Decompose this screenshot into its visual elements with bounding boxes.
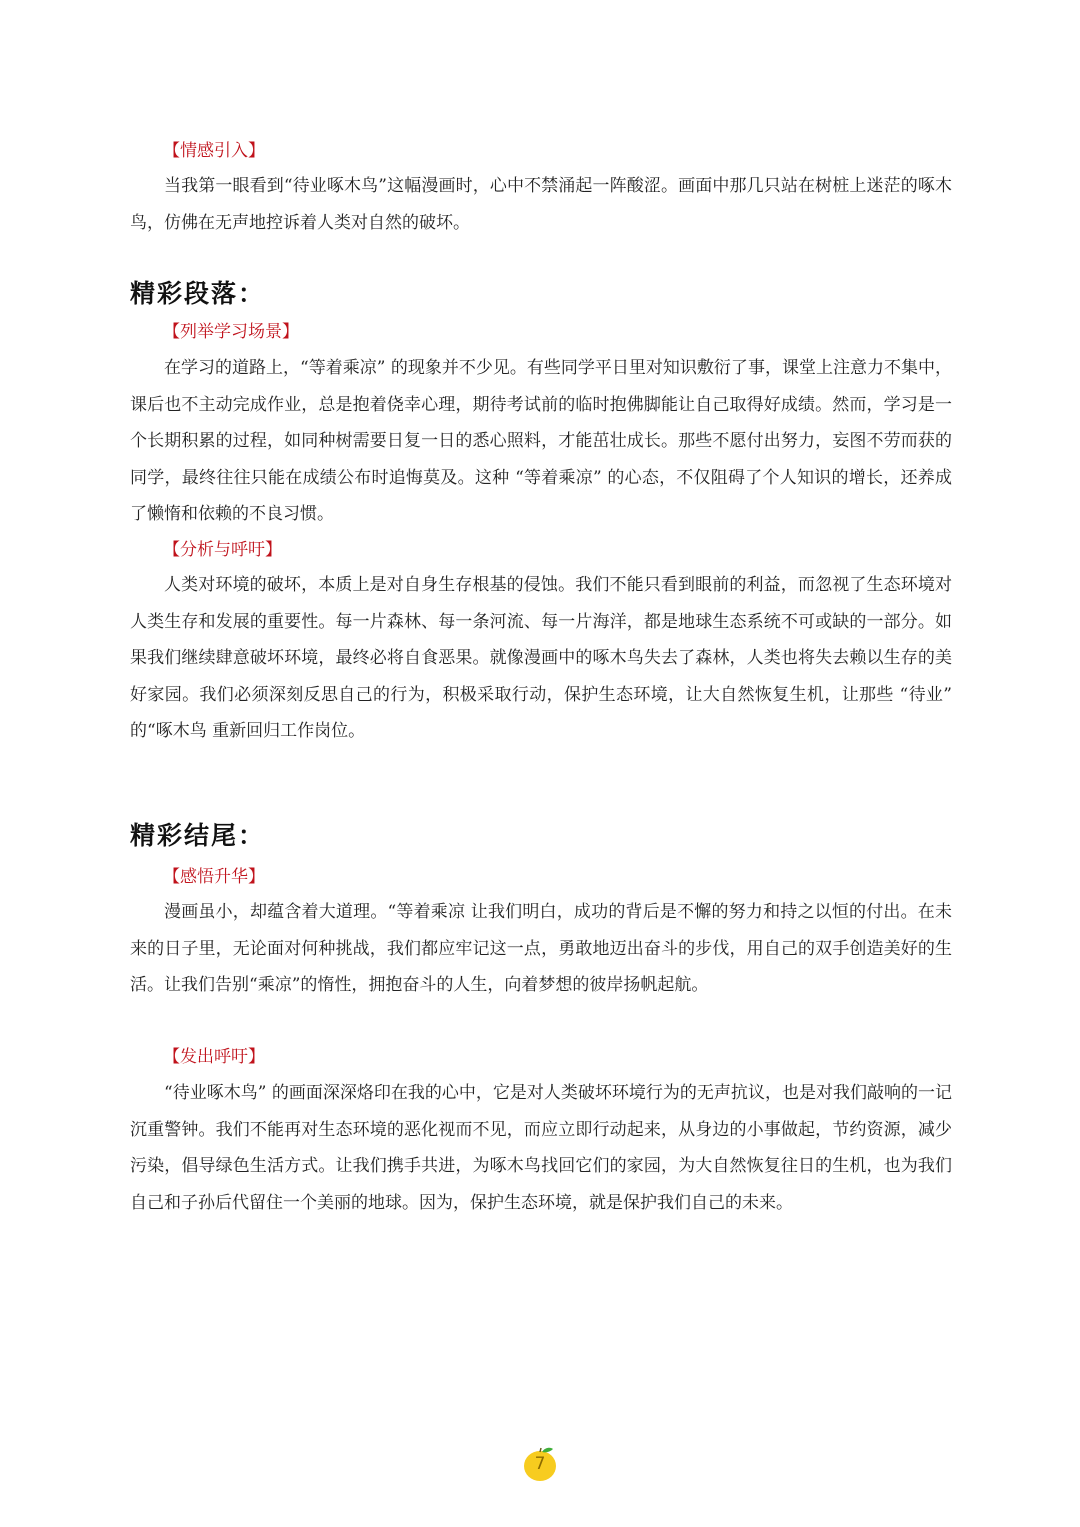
ending-paragraph-appeal: “待业啄木鸟” 的画面深深烙印在我的心中，它是对人类破坏环境行为的无声抗议，也是对我们敲响的一记沉重警钟。我们不能再对生态环境的恶化视而不见，而应立即行动起来，从身边的小事做起，节约资源，减少污染，倡导绿色生活方式。让我们携手共进，为啄木鸟找回它们的家园，为大自然恢复往日的生机，也为我们自己和子孙后代留住一个美丽的地球。因为，保护生态环境，就是保护我们自己的未来。 — [130, 1083, 952, 1213]
ending-paragraph-reflection: 漫画虽小，却蕴含着大道理。“等着乘凉 让我们明白，成功的背后是不懈的努力和持之以恒的付出。在未来的日子里，无论面对何种挑战，我们都应牢记这一点，勇敢地迈出奋斗的步伐，用自己的双手创造美好的生活。让我们告别“乘凉”的惰性，拥抱奋斗的人生，向着梦想的彼岸扬帆起航。 — [130, 902, 952, 996]
intro-paragraph: 当我第一眼看到“待业啄木鸟”这幅漫画时，心中不禁涌起一阵酸涩。画面中那几只站在树桩上迷茫的啄木鸟，仿佛在无声地控诉着人类对自然的破坏。 — [130, 176, 952, 233]
body-paragraph-study-block — [130, 350, 952, 533]
intro-paragraph-block — [130, 168, 952, 241]
page-number-badge — [522, 1446, 558, 1482]
section-heading-body: 精彩段落： — [130, 279, 266, 308]
ending-paragraph-appeal-block — [130, 1075, 952, 1221]
section-heading-ending: 精彩结尾： — [130, 821, 266, 850]
ending-paragraph-reflection-block — [130, 894, 952, 1004]
page-number: 7 — [534, 1454, 546, 1474]
ending-tag-appeal: 【发出呼吁】 — [163, 1047, 265, 1067]
body-paragraph-study: 在学习的道路上，“等着乘凉” 的现象并不少见。有些同学平日里对知识敷衍了事，课堂上注意力不集中，课后也不主动完成作业，总是抱着侥幸心理，期待考试前的临时抱佛脚能让自己取得好成绩。然而，学习是一个长期积累的过程，如同种树需要日复一日的悉心照料，才能茁壮成长。那些不愿付出努力，妄图不劳而获的同学，最终往往只能在成绩公布时追悔莫及。这种 “等着乘凉” 的心态，不仅阻碍了个人知识的增长，还养成了懒惰和依赖的不良习惯。 — [130, 358, 952, 525]
body-paragraph-analysis-block — [130, 567, 952, 750]
body-tag-analysis: 【分析与呼吁】 — [163, 540, 282, 560]
intro-tag: 【情感引入】 — [163, 141, 265, 161]
ending-tag-reflection: 【感悟升华】 — [163, 867, 265, 887]
body-paragraph-analysis: 人类对环境的破坏，本质上是对自身生存根基的侵蚀。我们不能只看到眼前的利益，而忽视了生态环境对人类生存和发展的重要性。每一片森林、每一条河流、每一片海洋，都是地球生态系统不可或缺的一部分。如果我们继续肆意破坏环境，最终必将自食恶果。就像漫画中的啄木鸟失去了森林，人类也将失去赖以生存的美好家园。我们必须深刻反思自己的行为，积极采取行动，保护生态环境，让大自然恢复生机，让那些 “待业” 的“啄木鸟 重新回归工作岗位。 — [130, 575, 952, 742]
body-tag-study-scene: 【列举学习场景】 — [163, 322, 299, 342]
